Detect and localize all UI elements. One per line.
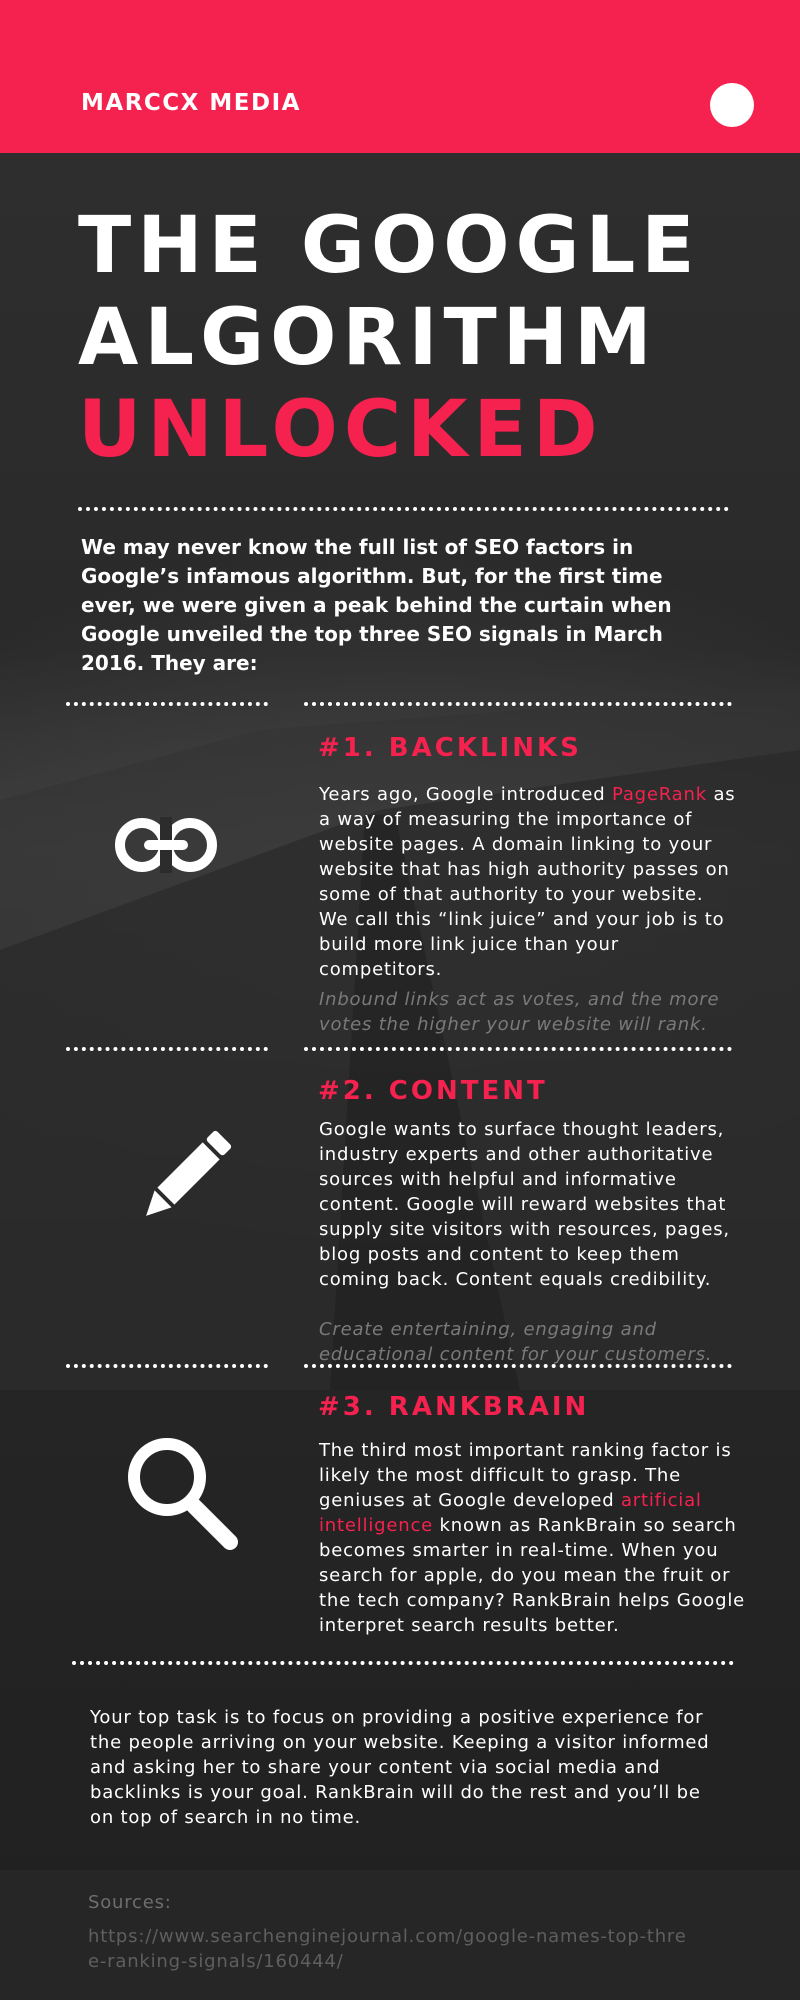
section-3-body-start: The third most important ranking factor is likely the most difficult to grasp. The geniuses at Google developed [319,1440,732,1511]
section-1-body-start: Years ago, Google introduced [319,784,612,805]
header-circle-icon [710,83,754,127]
sources-url-link[interactable]: https://www.searchenginejournal.com/google-names-top-three-ranking-signals/160444/ [88,1926,687,1972]
artificial-intelligence-link[interactable]: artificial intelligence [319,1490,702,1536]
page-title [78,200,701,476]
search-icon [122,1432,242,1554]
section-2-body: Google wants to surface thought leaders, industry experts and other authoritative sources with helpful and informative content. Google will reward websites that supply site visitors with resources, pages, blog posts and content to keep them coming back. Content equals credibility. [319,1119,730,1290]
title-line-3: UNLOCKED [78,385,604,475]
divider-closing [72,1661,734,1665]
divider-section-2-right [304,1047,732,1051]
divider-section-2-left [66,1047,268,1051]
divider-section-1-left [66,702,268,706]
section-3-title: #3. RANKBRAIN [318,1392,590,1422]
link-icon [114,817,218,873]
section-2-note: Create entertaining, engaging and educational content for your customers. [319,1319,713,1365]
divider-section-1-right [304,702,732,706]
intro-text: We may never know the full list of SEO factors in Google’s infamous algorithm. But, for the first time ever, we were given a peak behind the curtain when Google unveiled the top three SEO signals in March 2016. They are: [81,535,672,675]
divider-top [78,507,729,511]
section-3-body-end: known as RankBrain so search becomes smarter in real-time. When you search for apple, do you mean the fruit or the tech company? RankBrain helps Google interpret search results better. [319,1515,746,1636]
section-1-title: #1. BACKLINKS [318,733,582,763]
section-1-note: Inbound links act as votes, and the more votes the higher your website will rank. [319,989,720,1035]
title-line-1: THE GOOGLE [78,201,701,291]
sources-label: Sources: [88,1892,172,1913]
divider-section-3-left [66,1364,268,1368]
pencil-icon [136,1128,234,1226]
title-line-2: ALGORITHM [78,293,658,383]
brand-name: MARCCX MEDIA [81,90,301,116]
closing-text: Your top task is to focus on providing a positive experience for the people arriving on your website. Keeping a visitor informed and asking her to share your content via social media and backlinks is your goal. RankBrain will do the rest and you’ll be on top of search in no time. [90,1707,710,1828]
pagerank-link[interactable]: PageRank [611,784,707,805]
header-bar [0,0,800,153]
section-1-body [319,782,739,982]
section-3-body [319,1438,749,1638]
section-2-title: #2. CONTENT [318,1076,548,1106]
divider-section-3-right [304,1364,732,1368]
section-1-body-end: as a way of measuring the importance of website pages. A domain linking to your website that has high authority passes on some of that authority to your website. We call this “link juice” and your job is to build more link juice than your competitors. [319,784,736,980]
